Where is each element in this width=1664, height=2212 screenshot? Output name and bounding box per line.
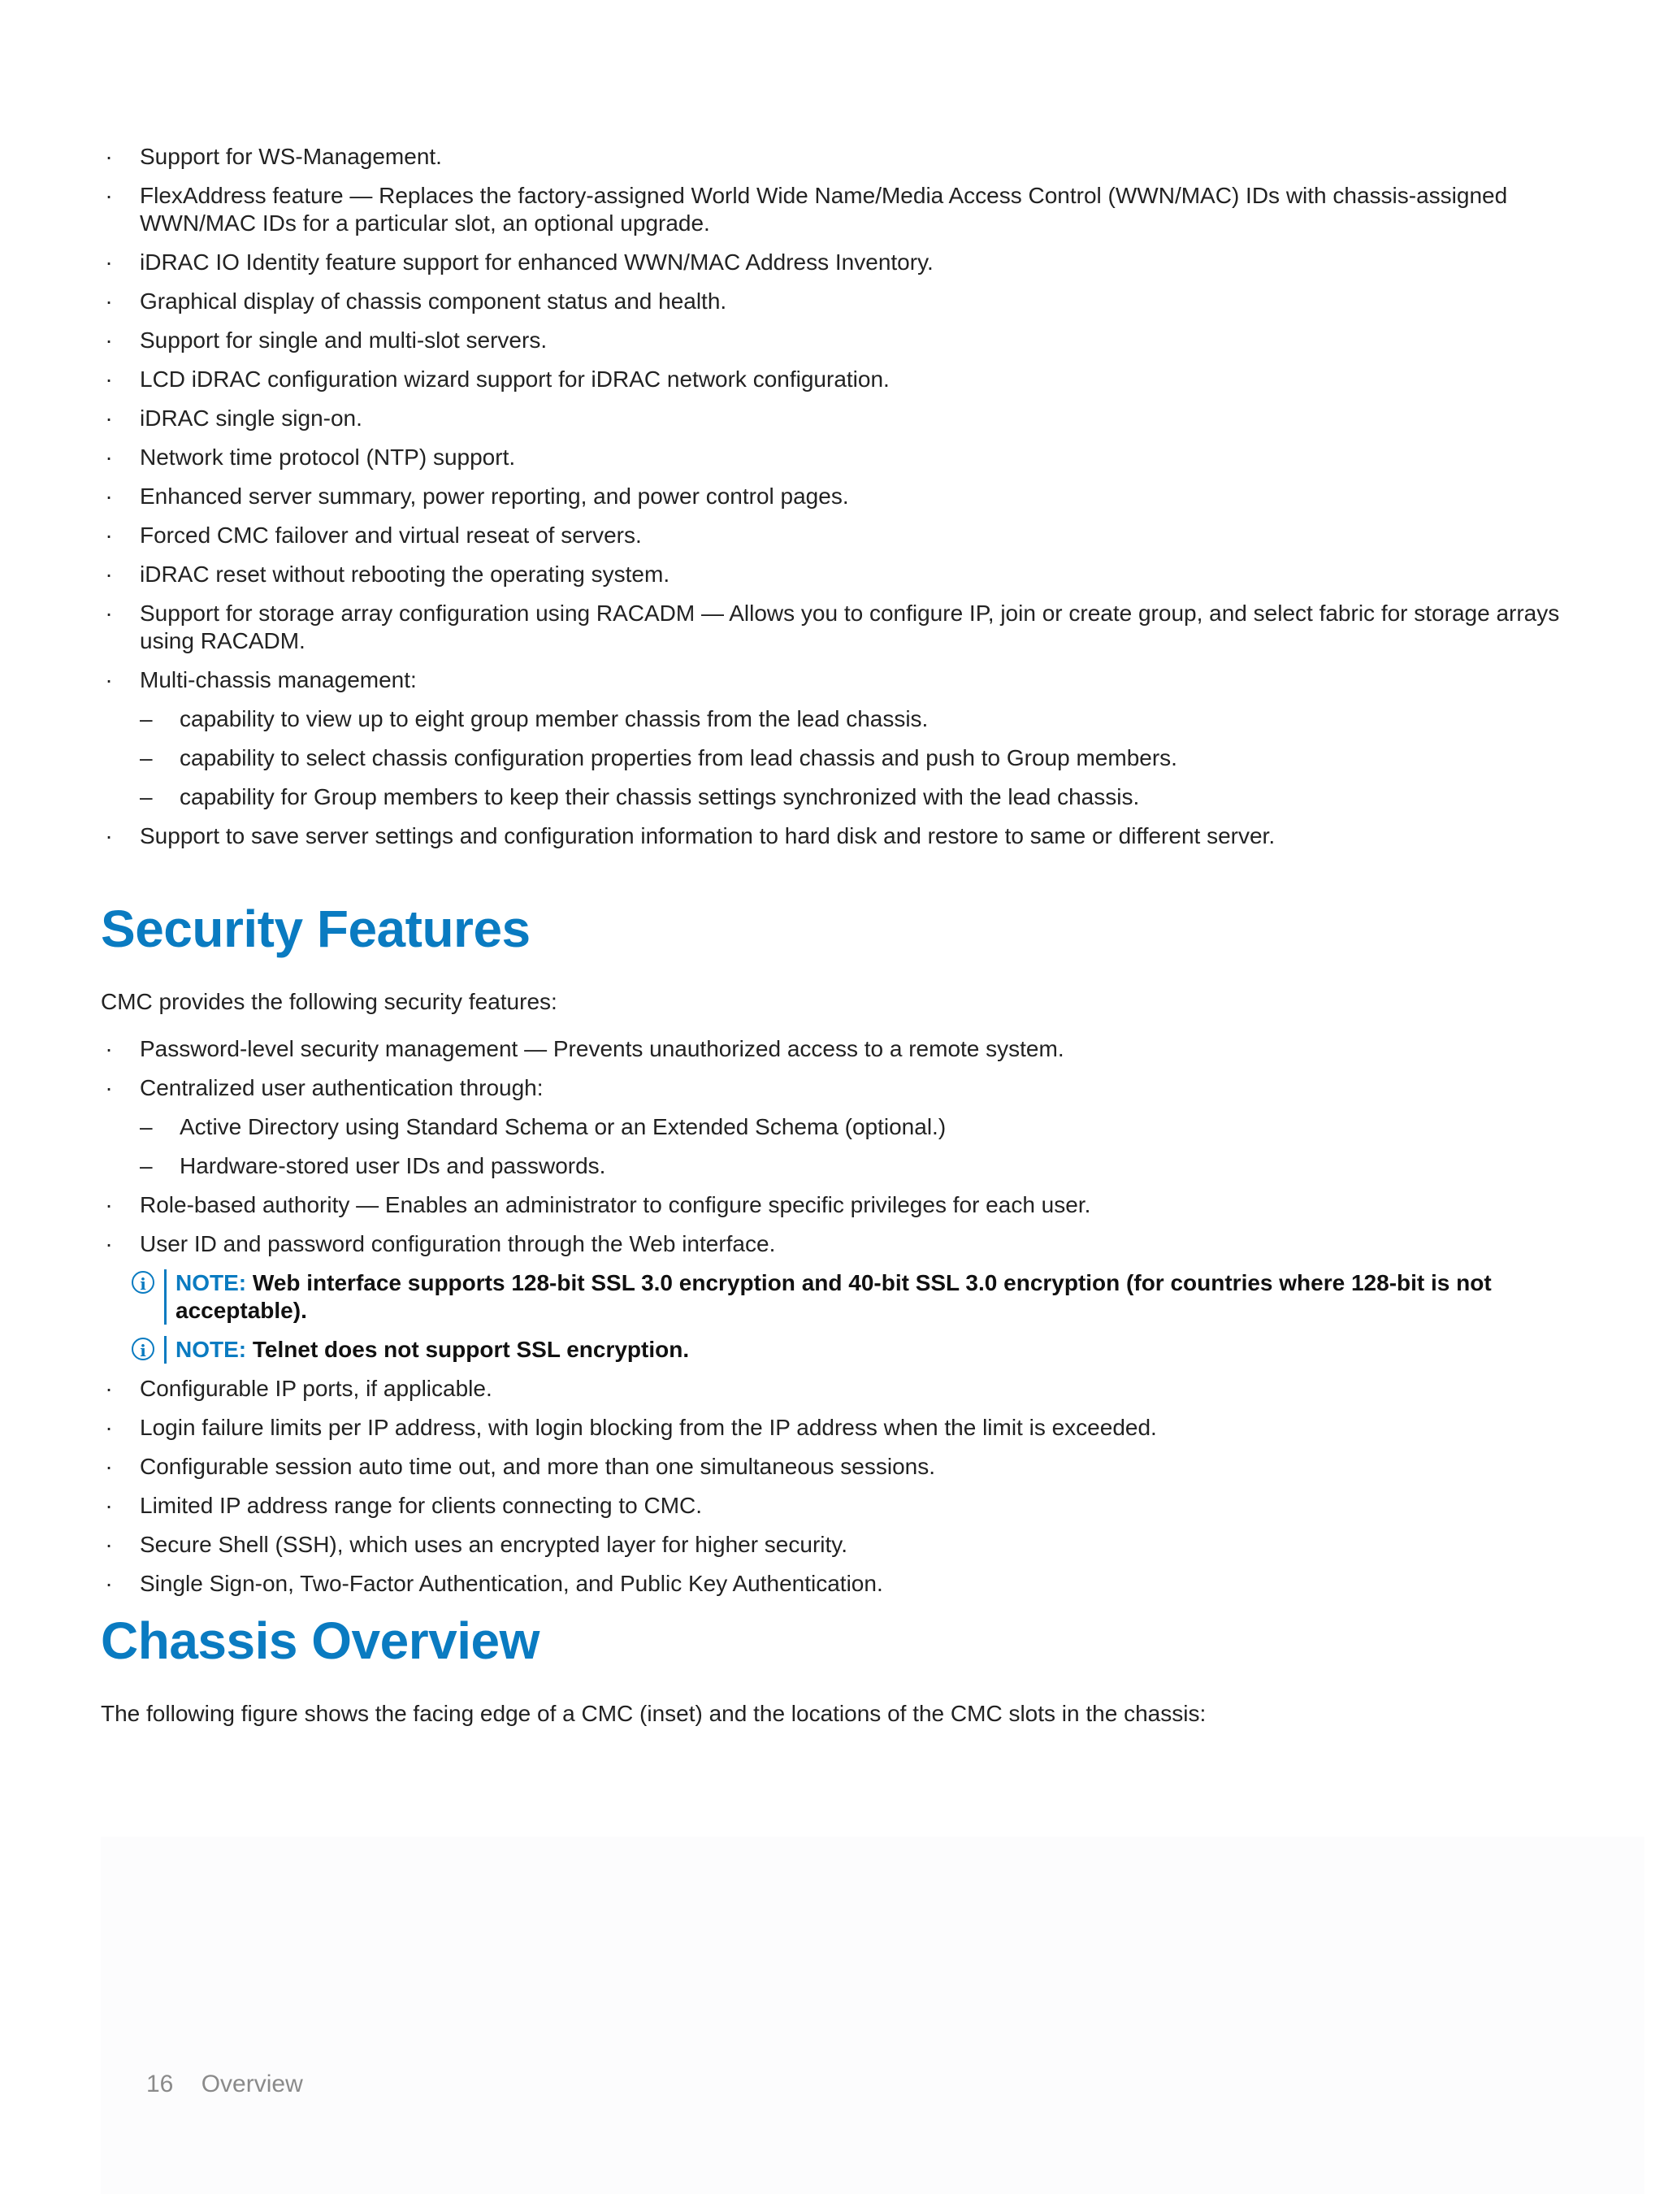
bullet-marker: ·: [105, 823, 113, 848]
list-item-text: Network time protocol (NTP) support.: [140, 445, 516, 470]
list-item-text: Single Sign-on, Two-Factor Authentication, and Public Key Authentication.: [140, 1571, 883, 1596]
info-icon: i: [132, 1271, 154, 1294]
list-item: [101, 1375, 1563, 1403]
sub-list-item: [101, 783, 1563, 811]
bullet-marker: ·: [105, 523, 113, 548]
dash-marker: –: [140, 1153, 153, 1178]
list-item-text: Centralized user authentication through:: [140, 1075, 544, 1100]
info-icon: i: [132, 1338, 154, 1360]
list-item: [101, 444, 1563, 471]
list-item: [101, 1570, 1563, 1598]
bullet-marker: ·: [105, 1493, 113, 1518]
note-divider: [164, 1269, 167, 1325]
list-item: [101, 1035, 1563, 1063]
dash-marker: –: [140, 745, 153, 770]
list-item: [101, 822, 1563, 850]
bullet-marker: ·: [105, 667, 113, 692]
sub-list-item-text: capability to view up to eight group member chassis from the lead chassis.: [180, 706, 929, 731]
note-text: Telnet does not support SSL encryption.: [252, 1337, 690, 1362]
sub-list-item: [101, 705, 1563, 733]
security-feature-list-continued: [101, 1375, 1563, 1598]
bullet-marker: ·: [105, 1231, 113, 1256]
note-divider: [164, 1336, 167, 1364]
dash-marker: –: [140, 784, 153, 809]
list-item: [101, 182, 1563, 237]
list-item-text: User ID and password configuration through the Web interface.: [140, 1231, 776, 1256]
note-callout: [132, 1336, 1563, 1364]
list-item-text: Support to save server settings and configuration information to hard disk and restore to same or different server.: [140, 823, 1276, 848]
list-item-text: Support for single and multi-slot servers.: [140, 327, 548, 353]
list-item: [101, 1074, 1563, 1102]
list-item: [101, 1492, 1563, 1520]
list-item: [101, 366, 1563, 393]
list-item: [101, 1531, 1563, 1559]
sub-list-item: [101, 1113, 1563, 1141]
list-item-text: Login failure limits per IP address, with login blocking from the IP address when the limit is exceeded.: [140, 1415, 1157, 1440]
list-item: [101, 666, 1563, 694]
bullet-marker: ·: [105, 249, 113, 275]
bullet-marker: ·: [105, 144, 113, 169]
list-item: [101, 561, 1563, 588]
security-feature-list: [101, 1035, 1563, 1258]
bullet-marker: ·: [105, 562, 113, 587]
list-item: [101, 327, 1563, 354]
list-item-text: Role-based authority — Enables an administrator to configure specific privileges for each user.: [140, 1192, 1091, 1217]
list-item: [101, 288, 1563, 315]
list-item-text: Forced CMC failover and virtual reseat of servers.: [140, 523, 642, 548]
bullet-marker: ·: [105, 601, 113, 626]
bullet-marker: ·: [105, 1036, 113, 1061]
bullet-marker: ·: [105, 1532, 113, 1557]
list-item-text: Secure Shell (SSH), which uses an encrypted layer for higher security.: [140, 1532, 847, 1557]
sub-list-item: [101, 744, 1563, 772]
bullet-marker: ·: [105, 1376, 113, 1401]
note-text: Web interface supports 128-bit SSL 3.0 encryption and 40-bit SSL 3.0 encryption (for countries where 128-bit is not acceptable).: [176, 1270, 1492, 1323]
page-number: 16: [146, 2071, 174, 2097]
feature-list: [101, 143, 1563, 850]
list-item: [101, 522, 1563, 549]
note-label: NOTE:: [176, 1270, 247, 1295]
page-footer: [146, 2071, 303, 2098]
bullet-marker: ·: [105, 327, 113, 353]
note-label: NOTE:: [176, 1337, 247, 1362]
list-item-text: Support for storage array configuration using RACADM — Allows you to configure IP, join or create group, and select fabric for storage arrays using RACADM.: [140, 601, 1560, 653]
bullet-marker: ·: [105, 366, 113, 392]
bullet-marker: ·: [105, 288, 113, 314]
list-item-text: iDRAC reset without rebooting the operating system.: [140, 562, 670, 587]
list-item: [101, 405, 1563, 432]
bullet-marker: ·: [105, 406, 113, 431]
list-item-text: Password-level security management — Prevents unauthorized access to a remote system.: [140, 1036, 1064, 1061]
security-intro: CMC provides the following security features:: [101, 989, 557, 1014]
list-item: [101, 600, 1563, 655]
dash-marker: –: [140, 1114, 153, 1139]
bullet-marker: ·: [105, 1454, 113, 1479]
security-features-heading: Security Features: [101, 900, 531, 958]
list-item-text: Graphical display of chassis component status and health.: [140, 288, 727, 314]
chassis-intro: The following figure shows the facing edge of a CMC (inset) and the locations of the CMC slots in the chassis:: [101, 1701, 1207, 1726]
list-item: [101, 1414, 1563, 1442]
sub-list-item-text: Active Directory using Standard Schema or an Extended Schema (optional.): [180, 1114, 947, 1139]
bullet-marker: ·: [105, 484, 113, 509]
bullet-marker: ·: [105, 1415, 113, 1440]
sub-list-item: [101, 1152, 1563, 1180]
list-item: [101, 143, 1563, 171]
chassis-overview-heading: Chassis Overview: [101, 1611, 540, 1670]
note-callout: [132, 1269, 1563, 1325]
footer-section-name: Overview: [201, 2071, 303, 2097]
list-item: [101, 1453, 1563, 1481]
list-item: [101, 1230, 1563, 1258]
list-item-text: iDRAC single sign-on.: [140, 406, 362, 431]
notes-container: [101, 1269, 1563, 1364]
list-item-text: iDRAC IO Identity feature support for enhanced WWN/MAC Address Inventory.: [140, 249, 934, 275]
bullet-marker: ·: [105, 1075, 113, 1100]
bullet-marker: ·: [105, 183, 113, 208]
list-item: [101, 249, 1563, 276]
list-item-text: Enhanced server summary, power reporting, and power control pages.: [140, 484, 849, 509]
sub-list-item-text: capability to select chassis configuration properties from lead chassis and push to Group members.: [180, 745, 1177, 770]
list-item-text: Configurable session auto time out, and more than one simultaneous sessions.: [140, 1454, 936, 1479]
page-content: [101, 143, 1563, 1728]
list-item-text: Support for WS-Management.: [140, 144, 442, 169]
dash-marker: –: [140, 706, 153, 731]
bullet-marker: ·: [105, 445, 113, 470]
figure-placeholder: [101, 1837, 1644, 2194]
bullet-marker: ·: [105, 1192, 113, 1217]
list-item-text: LCD iDRAC configuration wizard support for iDRAC network configuration.: [140, 366, 890, 392]
sub-list-item-text: Hardware-stored user IDs and passwords.: [180, 1153, 606, 1178]
list-item-text: Multi-chassis management:: [140, 667, 417, 692]
list-item-text: FlexAddress feature — Replaces the factory-assigned World Wide Name/Media Access Control (WWN/MAC) IDs with chassis-assigned WWN/MAC IDs for a particular slot, an optional upgrade.: [140, 183, 1508, 236]
sub-list-item-text: capability for Group members to keep their chassis settings synchronized with the lead chassis.: [180, 784, 1140, 809]
list-item-text: Configurable IP ports, if applicable.: [140, 1376, 492, 1401]
list-item: [101, 483, 1563, 510]
list-item-text: Limited IP address range for clients connecting to CMC.: [140, 1493, 703, 1518]
list-item: [101, 1191, 1563, 1219]
bullet-marker: ·: [105, 1571, 113, 1596]
